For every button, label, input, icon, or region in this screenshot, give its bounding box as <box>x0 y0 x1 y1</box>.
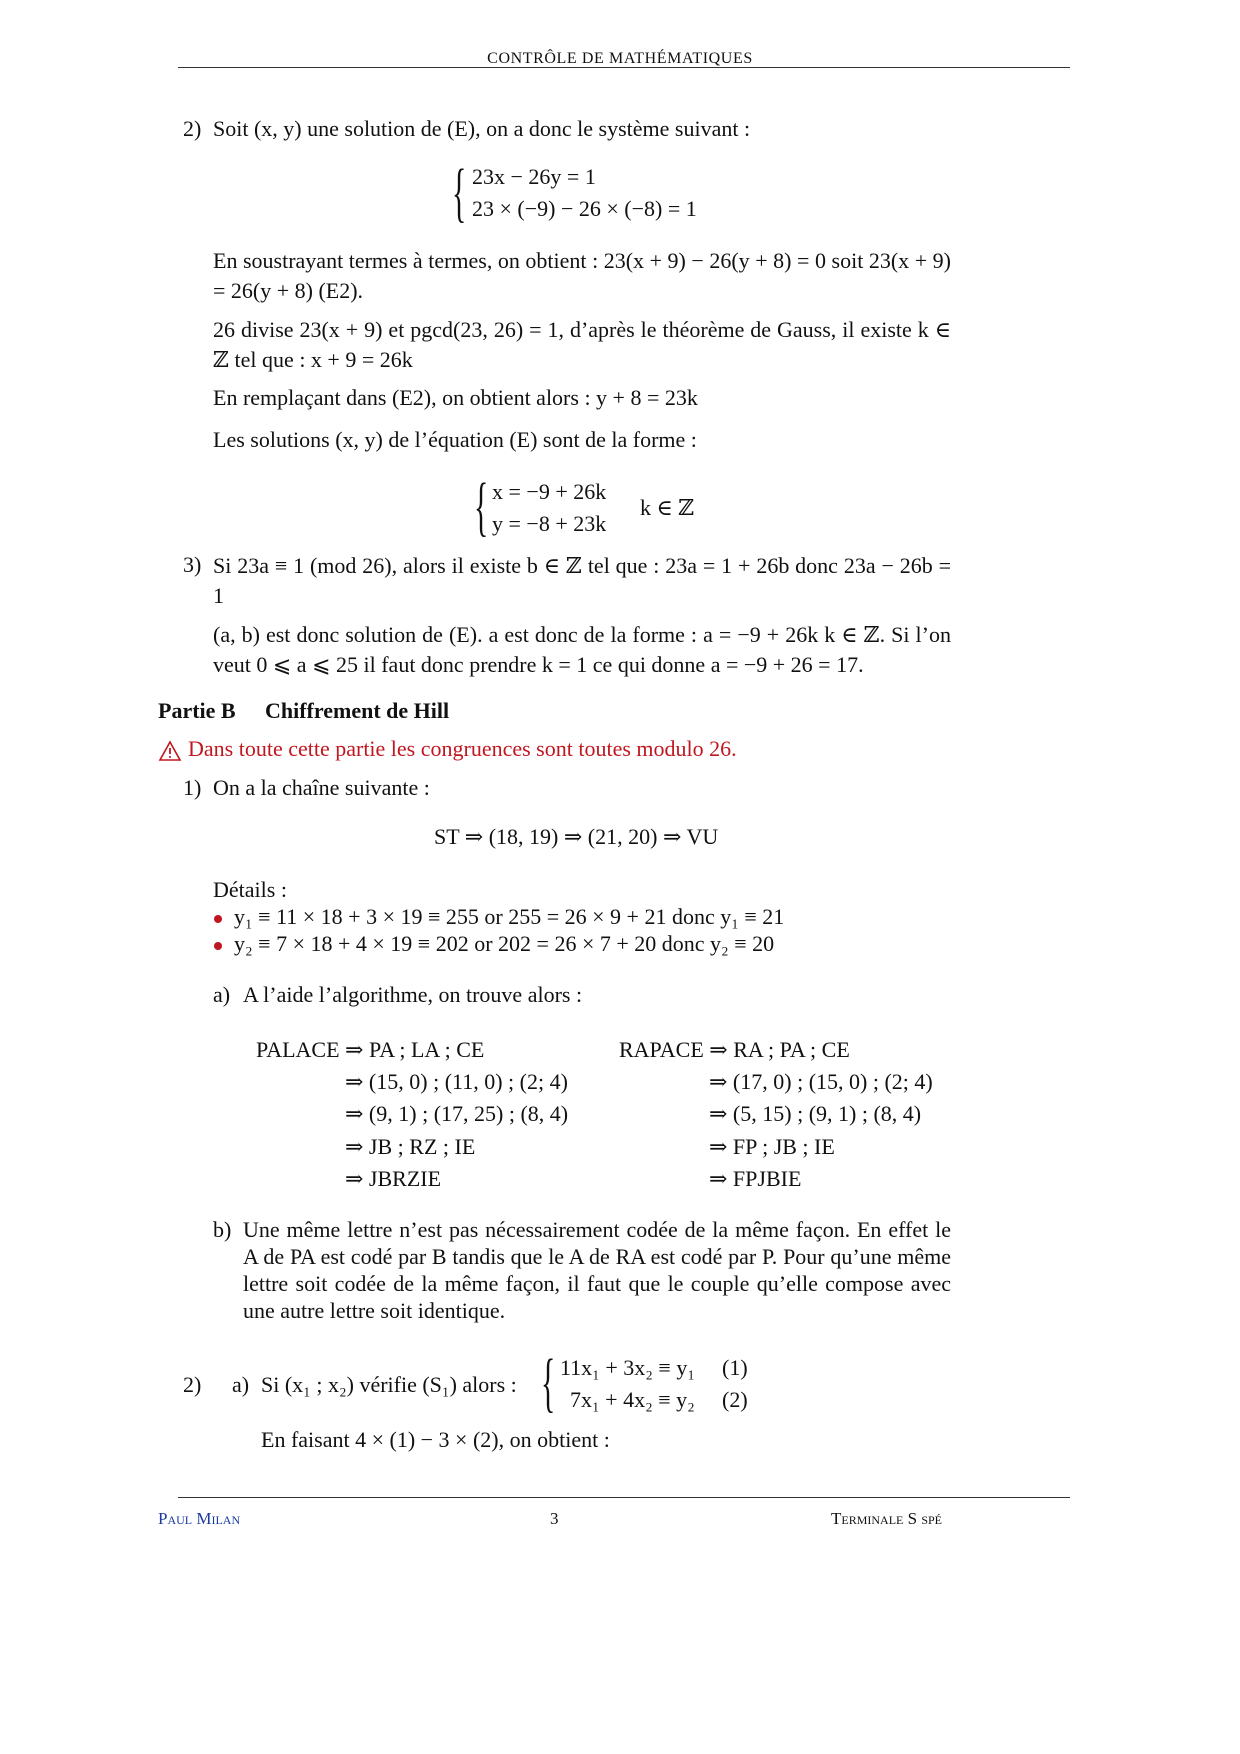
system1-eq2: 23 × (−9) − 26 × (−8) = 1 <box>472 196 697 221</box>
palace-line-1: PALACE ⇒ PA ; LA ; CE <box>256 1037 485 1062</box>
q2-paragraph-1: En soustrayant termes à termes, on obtient : 23(x + 9) − 26(y + 8) = 0 soit 23(x + 9) = 26(y + 8) (E2). <box>213 248 951 303</box>
footer-class: Terminale S spé <box>831 1509 943 1528</box>
rapace-line-4: ⇒ FP ; JB ; IE <box>709 1134 835 1159</box>
b2a-text: Si (x₁ ; x₂) vérifie (S₁) alors : <box>261 1372 517 1397</box>
q3-number: 3) <box>183 552 202 577</box>
palace-line-2: ⇒ (15, 0) ; (11, 0) ; (2; 4) <box>345 1069 568 1094</box>
system3-eq1-tag: (1) <box>722 1355 748 1380</box>
rapace-line-1: RAPACE ⇒ RA ; PA ; CE <box>619 1037 850 1062</box>
rapace-line-5: ⇒ FPJBIE <box>709 1166 802 1191</box>
b2-number: 2) <box>183 1372 202 1397</box>
b1-chain: ST ⇒ (18, 19) ⇒ (21, 20) ⇒ VU <box>434 824 719 849</box>
footer-author: Paul Milan <box>158 1509 241 1528</box>
b1-number: 1) <box>183 775 202 800</box>
part-b-title: Chiffrement de Hill <box>265 698 450 723</box>
palace-line-4: ⇒ JB ; RZ ; IE <box>345 1134 476 1159</box>
bullet-dot <box>214 915 222 923</box>
header-rule <box>178 67 1070 68</box>
b2a-label: a) <box>232 1372 250 1397</box>
detail-line-1: y₁ ≡ 11 × 18 + 3 × 19 ≡ 255 or 255 = 26 × 9 + 21 donc y₁ ≡ 21 <box>234 904 785 929</box>
system2-k-domain: k ∈ ℤ <box>640 495 695 520</box>
system3-eq2-tag: (2) <box>722 1387 748 1412</box>
b1a-intro: A l’aide l’algorithme, on trouve alors : <box>243 982 583 1007</box>
q3-paragraph-2: (a, b) est donc solution de (E). a est donc de la forme : a = −9 + 26k k ∈ ℤ. Si l’on veut 0 ⩽ a ⩽ 25 il faut donc prendre k = 1 ce qui donne a = −9 + 26 = 17. <box>213 622 951 677</box>
palace-line-3: ⇒ (9, 1) ; (17, 25) ; (8, 4) <box>345 1101 569 1126</box>
part-b-label: Partie B <box>158 698 236 723</box>
q2-paragraph-3: En remplaçant dans (E2), on obtient alors : y + 8 = 23k <box>213 385 698 410</box>
q2-paragraph-4: Les solutions (x, y) de l’équation (E) sont de la forme : <box>213 427 697 452</box>
b1-details-label: Détails : <box>213 877 287 902</box>
detail-line-2: y₂ ≡ 7 × 18 + 4 × 19 ≡ 202 or 202 = 26 × 7 + 20 donc y₂ ≡ 20 <box>234 931 775 956</box>
q2-paragraph-2: 26 divise 23(x + 9) et pgcd(23, 26) = 1, d’après le théorème de Gauss, il existe k ∈ ℤ tel que : x + 9 = 26k <box>213 317 951 372</box>
warning-icon <box>158 740 182 762</box>
bullet-dot <box>214 942 222 950</box>
q2-number: 2) <box>183 116 202 141</box>
system2-brace: { <box>474 470 489 543</box>
system3-brace: { <box>541 1346 556 1419</box>
rapace-line-3: ⇒ (5, 15) ; (9, 1) ; (8, 4) <box>709 1101 922 1126</box>
system1-brace: { <box>452 156 467 229</box>
system2-eq2: y = −8 + 23k <box>492 511 607 536</box>
rapace-line-2: ⇒ (17, 0) ; (15, 0) ; (2; 4) <box>709 1069 933 1094</box>
palace-line-5: ⇒ JBRZIE <box>345 1166 442 1191</box>
q2-intro: Soit (x, y) une solution de (E), on a donc le système suivant : <box>213 116 751 141</box>
q3-paragraph-1: Si 23a ≡ 1 (mod 26), alors il existe b ∈ ℤ tel que : 23a = 1 + 26b donc 23a − 26b = 1 <box>213 553 951 608</box>
b1b-text: Une même lettre n’est pas nécessairement codée de la même façon. En effet le A de PA est codé par B tandis que le A de RA est codé par P. Pour qu’une même lettre soit codée de la même façon, il faut que le couple qu’elle compose avec une autre lettre soit identique. <box>243 1217 951 1323</box>
b1b-label: b) <box>213 1217 232 1242</box>
b1a-label: a) <box>213 982 231 1007</box>
part-b-warning: Dans toute cette partie les congruences sont toutes modulo 26. <box>188 736 737 761</box>
system3-eq1: 11x₁ + 3x₂ ≡ y₁ <box>560 1355 696 1380</box>
system3-eq2: 7x₁ + 4x₂ ≡ y₂ <box>570 1387 695 1412</box>
footer-page-number: 3 <box>550 1509 559 1528</box>
b1-intro: On a la chaîne suivante : <box>213 775 430 800</box>
system1-eq1: 23x − 26y = 1 <box>472 164 596 189</box>
footer-rule <box>178 1497 1070 1498</box>
page-header: CONTRÔLE DE MATHÉMATIQUES <box>487 50 753 67</box>
b2-follow-text: En faisant 4 × (1) − 3 × (2), on obtient : <box>261 1427 610 1452</box>
system2-eq1: x = −9 + 26k <box>492 479 607 504</box>
